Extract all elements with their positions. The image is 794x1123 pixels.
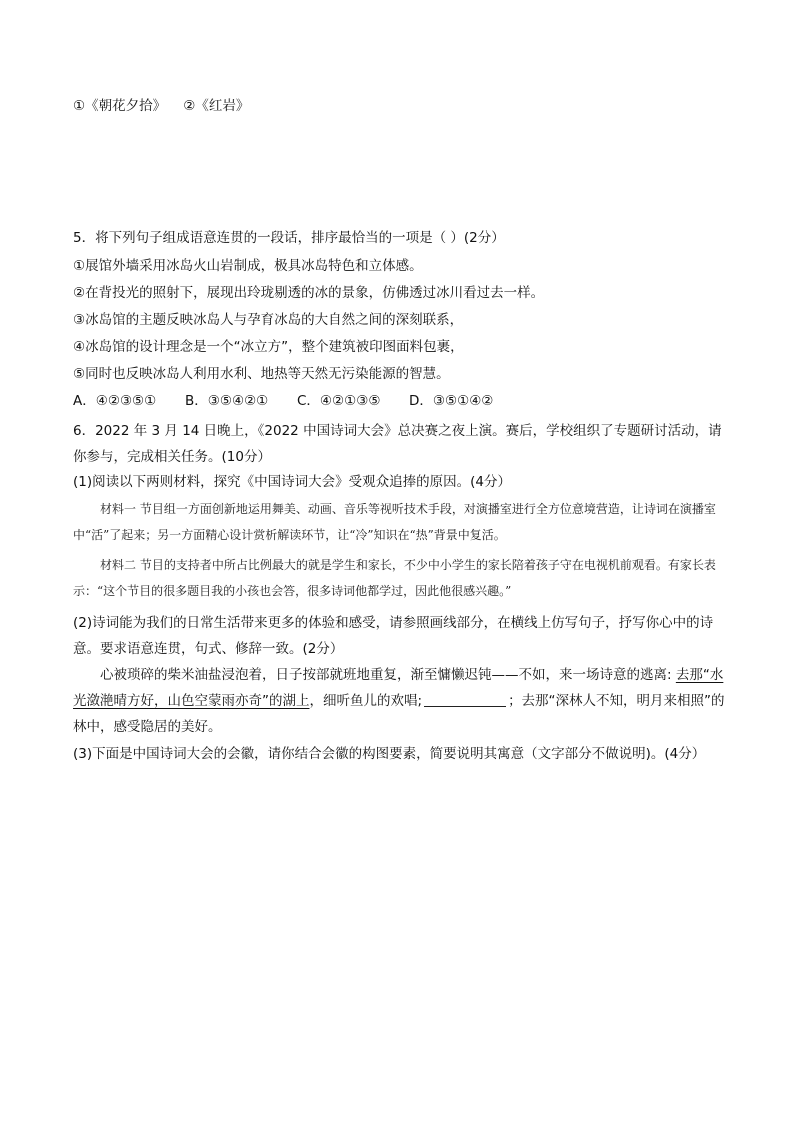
paragraph-mid: ，细听鱼儿的欢唱;	[309, 693, 423, 709]
material-1: 材料一 节目组一方面创新地运用舞美、动画、音乐等视听技术手段，对演播室进行全方位意境营造，让诗词在演播室中“活”了起来；另一方面精心设计赏析解读环节，让“冷”知识在“热”背景中复活。	[73, 502, 716, 542]
imitation-paragraph	[73, 662, 733, 740]
q5-sentence-2: ②在背投光的照射下，展现出玲珑剔透的冰的景象，仿佛透过冰川看过去一样。	[73, 285, 545, 301]
paragraph-tail: ；去那“深林人不知，明月来相照”的林中，感受隐居的美好。	[73, 693, 725, 735]
q5-sentence-4: ④冰岛馆的设计理念是一个“冰立方”，整个建筑被印图面料包裹，	[73, 339, 464, 355]
paragraph-lead: 心被琐碎的柴米油盐浸泡着，日子按部就班地重复，渐至慵懒迟钝——不如，来一场诗意的逃离:	[100, 667, 676, 683]
q5-option-a[interactable]: A．④②③⑤①	[73, 393, 157, 409]
q5-sentence-3: ③冰岛馆的主题反映冰岛人与孕育冰岛的大自然之间的深刻联系，	[73, 312, 464, 328]
q6-sub1: (1)阅读以下两则材料，探究《中国诗词大会》受观众追捧的原因。(4分）	[73, 474, 511, 490]
q6-sub3: (3)下面是中国诗词大会的会徽，请你结合会徽的构图要素，简要说明其寓意（文字部分不做说明)。(4分）	[73, 746, 706, 762]
q5-option-b[interactable]: B．③⑤④②①	[185, 393, 269, 409]
q6-sub2: (2)诗词能为我们的日常生活带来更多的体验和感受，请参照画线部分，在横线上仿写句子，抒写你心中的诗意。要求语意连贯，句式、修辞一致。(2分）	[73, 615, 714, 657]
answer-blank[interactable]	[424, 692, 506, 707]
q6-stem: 6．2022 年 3 月 14 日晚上，《2022 中国诗词大会》总决赛之夜上演。赛后，学校组织了专题研讨活动，请你参与，完成相关任务。(10分）	[73, 423, 722, 465]
underlined-model: 去那“水光潋滟晴方好，山色空蒙雨亦奇”的湖上	[73, 667, 724, 709]
q5-option-d[interactable]: D．③⑤①④②	[409, 393, 494, 409]
q5-stem: 5．将下列句子组成语意连贯的一段话，排序最恰当的一项是（ ）(2分）	[73, 230, 505, 246]
material-2: 材料二 节目的支持者中所占比例最大的就是学生和家长，不少中小学生的家长陪着孩子守在电视机前观看。有家长表示：“这个节目的很多题目我的小孩也会答，很多诗词他都学过，因此他很感兴趣。”	[73, 558, 716, 598]
q5-sentence-1: ①展馆外墙采用冰岛火山岩制成，极具冰岛特色和立体感。	[73, 258, 423, 274]
q5-option-c[interactable]: C．④②①③⑤	[297, 393, 381, 409]
q5-options	[73, 391, 733, 411]
books-line: ①《朝花夕拾》 ②《红岩》	[73, 98, 250, 114]
q5-sentence-5: ⑤同时也反映冰岛人利用水利、地热等天然无污染能源的智慧。	[73, 366, 450, 382]
